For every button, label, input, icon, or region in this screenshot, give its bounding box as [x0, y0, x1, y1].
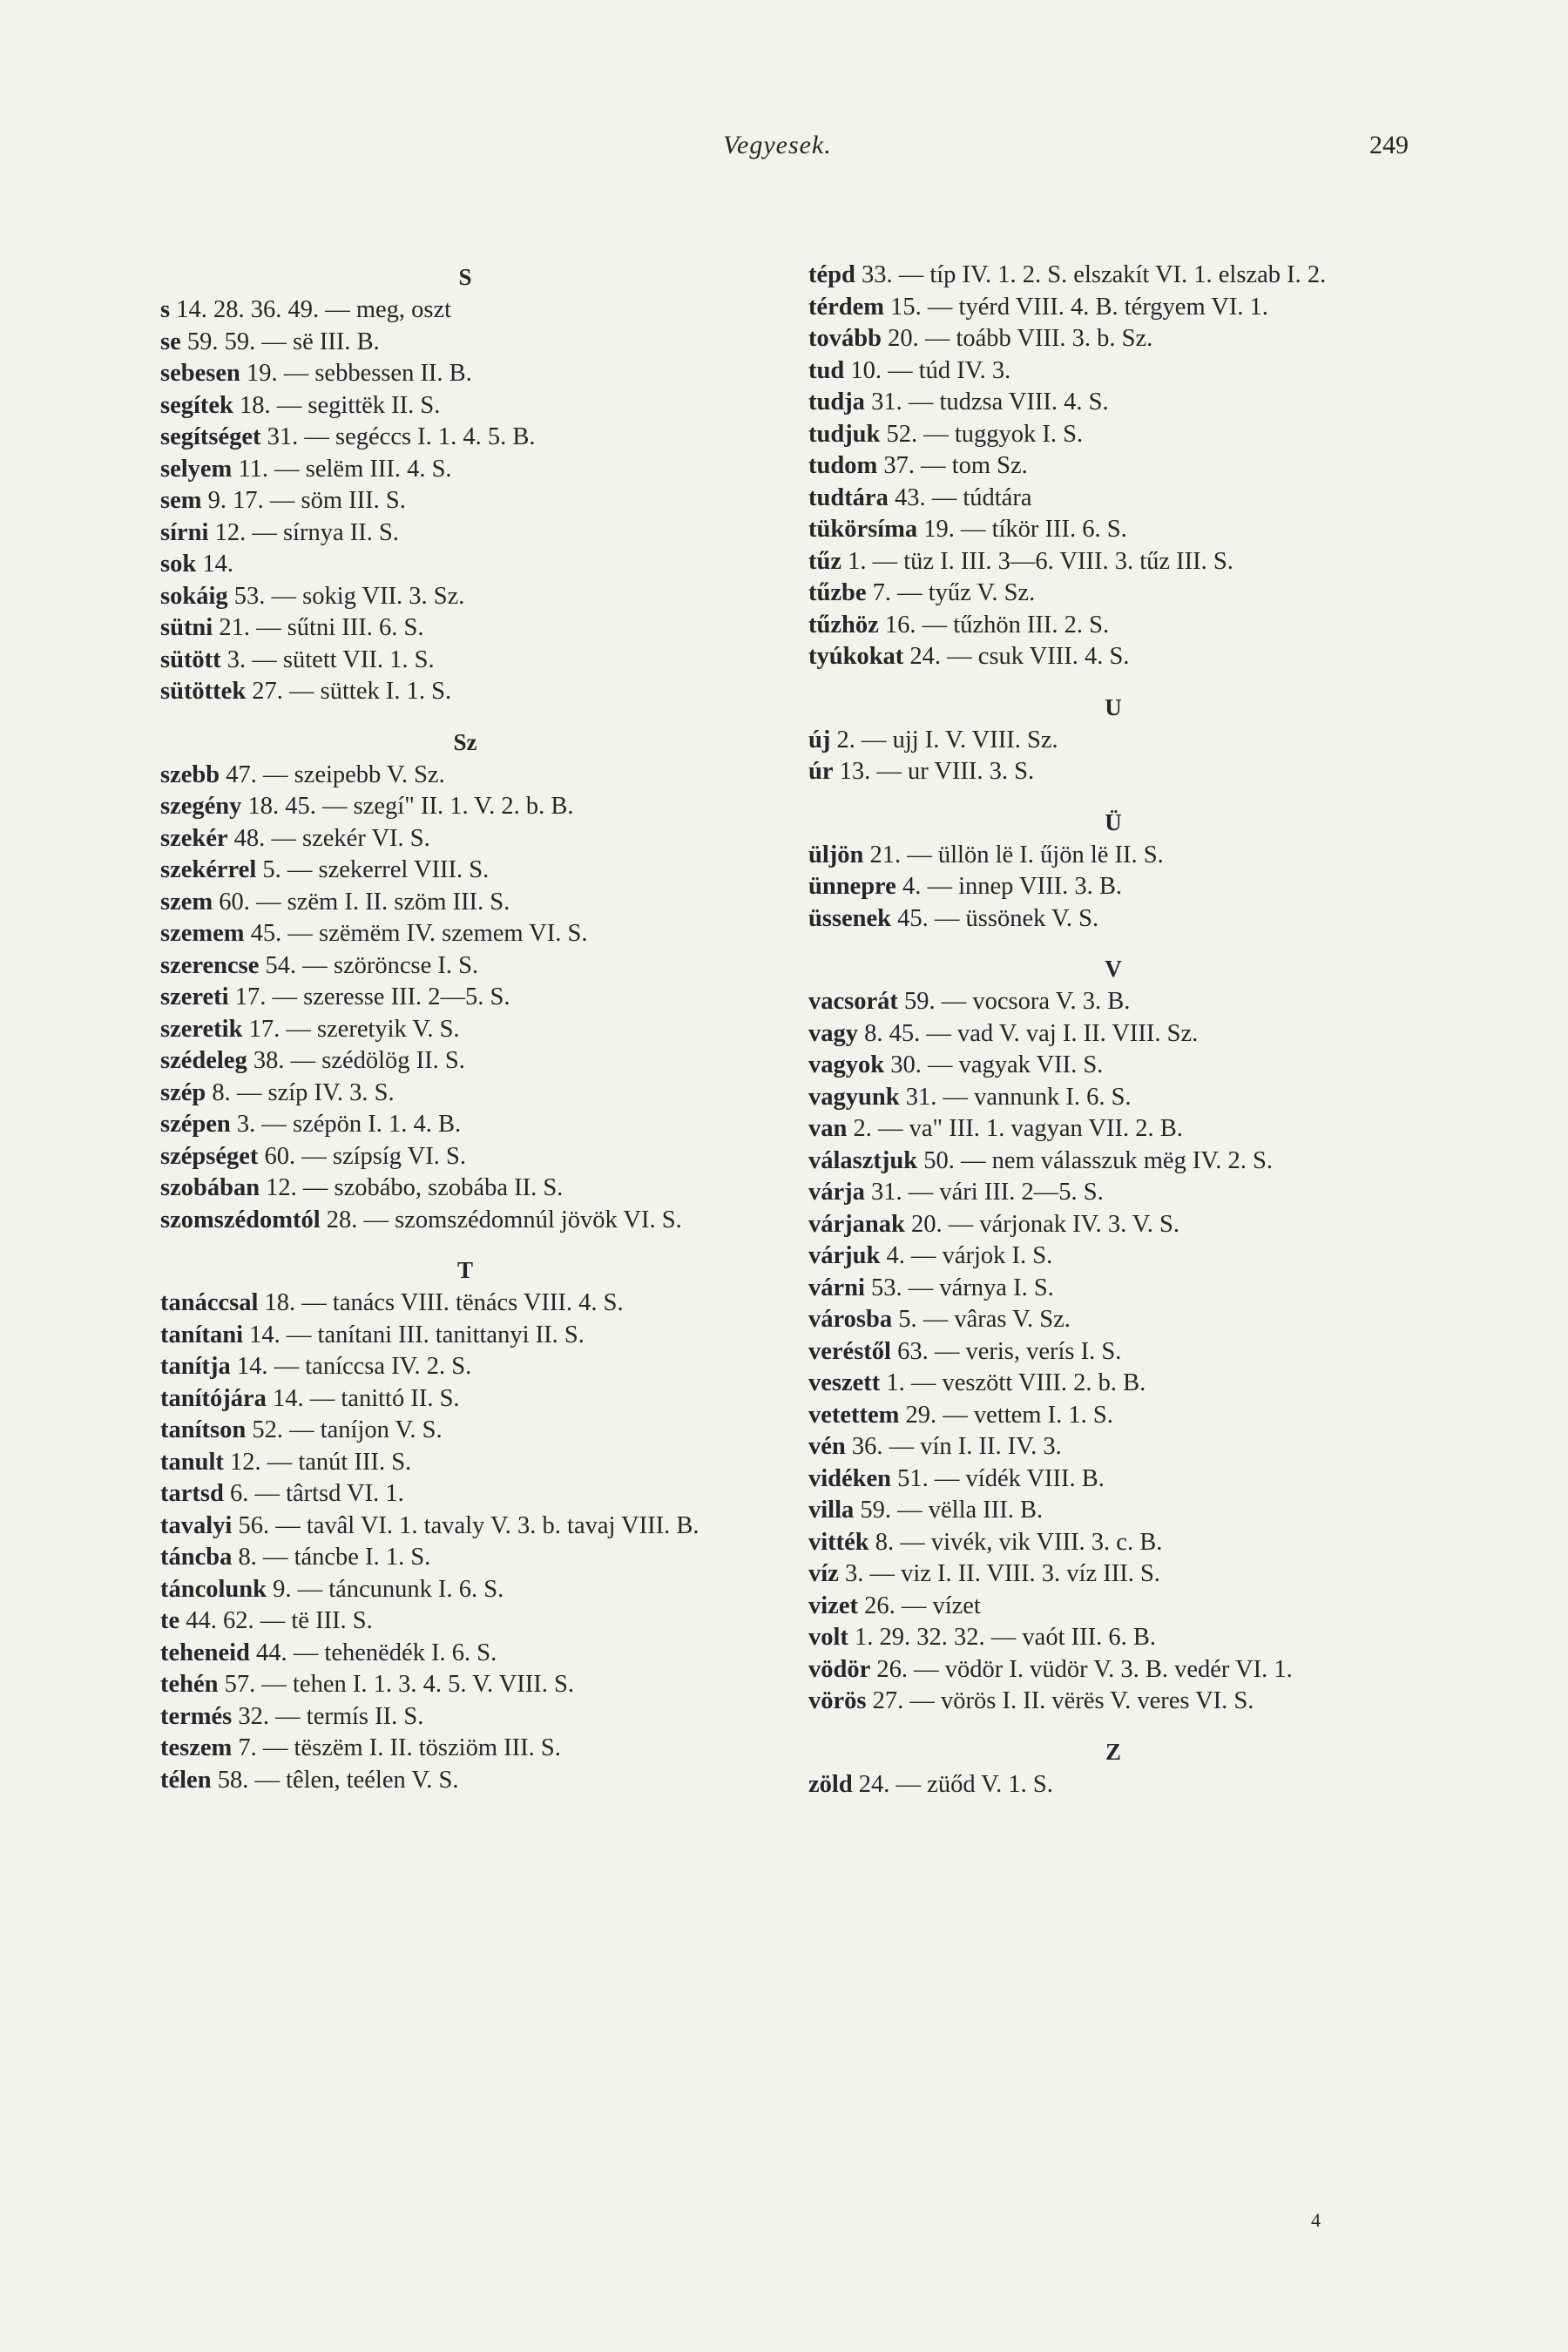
entry-text: 59. — vëlla III. B. — [854, 1497, 1044, 1524]
glossary-entry — [160, 760, 770, 792]
glossary-entry — [160, 918, 770, 950]
entry-text: 24. — züőd V. 1. S. — [852, 1770, 1053, 1798]
glossary-entry — [160, 950, 770, 983]
glossary-entry — [160, 1383, 770, 1416]
glossary-entry — [160, 294, 770, 327]
glossary-entry — [808, 1336, 1418, 1369]
section-heading: U — [1105, 693, 1122, 720]
glossary-entry — [160, 1511, 770, 1543]
entry-text: 21. — üllön lë I. űjön lë II. S. — [863, 841, 1164, 868]
entry-text: 3. — sütett VII. 1. S. — [220, 645, 435, 673]
entry-term: várjanak — [808, 1210, 905, 1238]
glossary-entry — [160, 612, 770, 645]
glossary-entry — [160, 1447, 770, 1479]
entry-term: villa — [808, 1497, 855, 1524]
entry-term: szobában — [160, 1174, 260, 1201]
glossary-entry — [808, 1146, 1418, 1178]
entry-term: szereti — [160, 983, 229, 1010]
glossary-entry — [808, 514, 1418, 546]
entry-text: 12. — szobábo, szobába II. S. — [260, 1174, 564, 1201]
section-gap — [808, 788, 1418, 805]
entry-text: 5. — vâras V. Sz. — [892, 1306, 1071, 1333]
entry-term: üssenek — [808, 904, 892, 932]
entry-text: 44. — tehenëdék I. 6. S. — [249, 1639, 497, 1666]
glossary-entry — [160, 791, 770, 823]
entry-text: 44. 62. — të III. S. — [179, 1607, 373, 1634]
entry-term: sok — [160, 551, 197, 578]
entry-text: 14. — tanítani III. tanittanyi II. S. — [243, 1321, 585, 1348]
glossary-entry — [808, 1431, 1418, 1463]
glossary-entry — [160, 1478, 770, 1511]
entry-text: 18. 45. — szegí" II. 1. V. 2. b. B. — [241, 793, 574, 820]
section-heading: V — [1105, 956, 1122, 982]
entry-text: 52. — taníjon V. S. — [246, 1416, 443, 1443]
entry-text: 13. — ur VIII. 3. S. — [833, 758, 1035, 785]
glossary-entry — [808, 1686, 1418, 1718]
section-gap — [808, 1718, 1418, 1734]
entry-text: 5. — szekerrel VIII. S. — [256, 856, 490, 883]
entry-term: szépséget — [160, 1142, 259, 1170]
glossary-entry — [808, 840, 1418, 872]
entry-term: szerencse — [160, 951, 260, 979]
entry-term: tűzhöz — [808, 611, 879, 639]
entry-term: szegény — [160, 793, 242, 820]
entry-text: 54. — szöröncse I. S. — [259, 951, 479, 979]
glossary-entry — [160, 390, 770, 422]
page-number: 249 — [1369, 131, 1409, 159]
entry-term: tanítja — [160, 1353, 231, 1380]
glossary-entry — [808, 641, 1418, 673]
entry-text: 9. 17. — söm III. S. — [201, 487, 406, 514]
glossary-entry — [160, 855, 770, 887]
entry-text: 12. — sírnya II. S. — [208, 518, 399, 546]
glossary-entry — [808, 1769, 1418, 1801]
entry-text: 8. — vivék, vik VIII. 3. c. B. — [868, 1528, 1163, 1556]
entry-text: 31. — segéccs I. 1. 4. 5. B. — [260, 423, 536, 450]
entry-text: 47. — szeipebb V. Sz. — [220, 760, 445, 788]
entry-text: 14. 28. 36. 49. — meg, oszt — [170, 296, 452, 323]
glossary-entry — [160, 982, 770, 1014]
entry-term: tud — [808, 356, 845, 384]
glossary-entry — [808, 610, 1418, 642]
entry-term: tűzbe — [808, 579, 867, 606]
entry-term: tudtára — [808, 483, 889, 511]
glossary-entry — [160, 1605, 770, 1638]
entry-text: 18. — tanács VIII. tënács VIII. 4. S. — [258, 1289, 624, 1316]
section-heading: Z — [1105, 1738, 1121, 1765]
entry-text: 45. — szëmëm IV. szemem VI. S. — [244, 920, 588, 947]
glossary-entry — [808, 1400, 1418, 1432]
entry-term: sütni — [160, 614, 213, 641]
entry-term: új — [808, 726, 831, 754]
entry-term: vidéken — [808, 1464, 892, 1492]
glossary-entry — [160, 1701, 770, 1734]
entry-text: 38. — szédölög II. S. — [247, 1047, 465, 1074]
entry-term: segítek — [160, 391, 233, 419]
entry-text: 3. — szépön I. 1. 4. B. — [230, 1111, 462, 1138]
entry-text: 3. — viz I. II. VIII. 3. víz III. S. — [838, 1560, 1160, 1587]
entry-text: 8. — szíp IV. 3. S. — [206, 1078, 395, 1106]
entry-text: 20. — várjonak IV. 3. V. S. — [904, 1210, 1179, 1238]
glossary-entry — [160, 823, 770, 855]
section-heading: T — [456, 1257, 473, 1283]
entry-text: 32. — termís II. S. — [232, 1702, 424, 1730]
glossary-entry — [160, 1078, 770, 1110]
entry-text: 59. — vocsora V. 3. B. — [897, 988, 1131, 1015]
glossary-entry — [160, 1351, 770, 1383]
entry-text: 18. — segittëk II. S. — [233, 391, 441, 419]
entry-term: várjuk — [808, 1242, 881, 1269]
entry-term: veréstől — [808, 1337, 891, 1365]
entry-term: sokáig — [160, 582, 228, 610]
entry-term: termés — [160, 1702, 233, 1730]
section-gap — [160, 708, 770, 725]
entry-text: 48. — szekér VI. S. — [227, 824, 430, 852]
entry-term: szédeleg — [160, 1047, 247, 1074]
glossary-entry — [160, 1415, 770, 1447]
entry-term: várja — [808, 1179, 865, 1206]
section-gap — [808, 673, 1418, 690]
entry-text: 52. — tuggyok I. S. — [880, 420, 1084, 448]
glossary-entry — [808, 419, 1418, 451]
entry-term: úr — [808, 758, 834, 785]
glossary-entry — [808, 1082, 1418, 1114]
entry-term: városba — [808, 1306, 893, 1333]
entry-term: teszem — [160, 1734, 233, 1761]
entry-term: térdem — [808, 293, 885, 321]
glossary-entry — [808, 323, 1418, 355]
entry-term: selyem — [160, 455, 233, 483]
entry-term: szomszédomtól — [160, 1206, 321, 1233]
entry-term: üljön — [808, 841, 864, 868]
entry-text: 60. — szëm I. II. szöm III. S. — [213, 888, 510, 916]
glossary-entry — [160, 1669, 770, 1701]
glossary-entry — [160, 1109, 770, 1141]
entry-term: tépd — [808, 261, 855, 288]
entry-term: tanítani — [160, 1321, 244, 1348]
glossary-entry — [808, 546, 1418, 578]
glossary-entry — [160, 1173, 770, 1205]
glossary-entry — [160, 549, 770, 581]
entry-term: s — [160, 296, 171, 323]
entry-term: zöld — [808, 1770, 853, 1798]
glossary-entry — [160, 1288, 770, 1320]
entry-term: vörös — [808, 1687, 867, 1714]
glossary-entry — [808, 1304, 1418, 1336]
entry-text: 1. — veszött VIII. 2. b. B. — [880, 1369, 1146, 1396]
entry-term: volt — [808, 1624, 848, 1651]
entry-text: 37. — tom Sz. — [877, 452, 1028, 479]
glossary-entry — [808, 986, 1418, 1018]
entry-text: 14. — taníccsa IV. 2. S. — [230, 1353, 472, 1380]
entry-text: 56. — tavâl VI. 1. tavaly V. 3. b. tavaj VIII. B. — [232, 1511, 700, 1539]
entry-text: 28. — szomszédomnúl jövök VI. S. — [320, 1206, 682, 1233]
glossary-entry — [160, 422, 770, 454]
glossary-entry — [808, 1654, 1418, 1686]
entry-text: 7. — tyűz V. Sz. — [866, 579, 1036, 606]
entry-text: 16. — tűzhön III. 2. S. — [878, 611, 1110, 639]
entry-text: 7. — tëszëm I. II. tösziöm III. S. — [232, 1734, 561, 1761]
entry-term: sírni — [160, 518, 209, 546]
entry-term: víz — [808, 1560, 839, 1587]
glossary-entry — [808, 1177, 1418, 1209]
entry-text: 1. — tüz I. III. 3—6. VIII. 3. tűz III. S. — [841, 547, 1233, 575]
entry-term: se — [160, 328, 181, 355]
entry-text: 27. — vörös I. II. vërës V. veres VI. S. — [866, 1687, 1254, 1714]
entry-text: 43. — túdtára — [888, 483, 1032, 511]
entry-term: te — [160, 1607, 180, 1634]
entry-term: vizet — [808, 1592, 858, 1619]
entry-term: szép — [160, 1078, 206, 1106]
section-heading: Ü — [1105, 808, 1122, 835]
entry-term: tudom — [808, 452, 878, 479]
entry-text: 12. — tanút III. S. — [223, 1448, 412, 1476]
entry-term: tanítson — [160, 1416, 247, 1443]
entry-text: 26. — vödör I. vüdör V. 3. B. vedér VI. 1. — [870, 1655, 1293, 1683]
entry-term: szépen — [160, 1111, 231, 1138]
entry-text: 2. — va" III. 1. vagyan VII. 2. B. — [847, 1115, 1183, 1142]
left-column — [160, 260, 770, 1796]
entry-text: 4. — várjok I. S. — [880, 1242, 1053, 1269]
glossary-entry — [808, 1495, 1418, 1527]
entry-term: segítséget — [160, 423, 261, 450]
entry-term: ünnepre — [808, 873, 896, 900]
glossary-entry — [808, 292, 1418, 324]
glossary-entry — [808, 756, 1418, 788]
glossary-entry — [160, 485, 770, 517]
entry-term: vén — [808, 1433, 846, 1460]
entry-text: 17. — szeretyik V. S. — [242, 1015, 460, 1043]
entry-term: szebb — [160, 760, 220, 788]
entry-term: tartsd — [160, 1480, 224, 1507]
glossary-entry — [808, 1463, 1418, 1496]
glossary-entry — [160, 1765, 770, 1797]
glossary-entry — [808, 1591, 1418, 1623]
entry-text: 60. — szípsíg VI. S. — [258, 1142, 466, 1170]
glossary-entry — [808, 1209, 1418, 1241]
entry-term: sem — [160, 487, 202, 514]
entry-term: vagyok — [808, 1051, 885, 1078]
glossary-entry — [160, 581, 770, 613]
entry-text: 8. — táncbe I. 1. S. — [232, 1544, 431, 1571]
glossary-entry — [160, 454, 770, 486]
entry-term: tudja — [808, 389, 865, 416]
signature-mark: 4 — [1311, 2209, 1321, 2231]
entry-text: 29. — vettem I. 1. S. — [899, 1401, 1113, 1429]
entry-term: tűz — [808, 547, 841, 575]
glossary-entry — [808, 1240, 1418, 1273]
glossary-entry — [808, 260, 1418, 292]
entry-text: 21. — sűtni III. 6. S. — [213, 614, 424, 641]
entry-term: van — [808, 1115, 848, 1142]
entry-term: vagy — [808, 1019, 858, 1047]
entry-text: 20. — toább VIII. 3. b. Sz. — [881, 325, 1153, 352]
entry-term: tyúkokat — [808, 643, 904, 670]
entry-text: 26. — vízet — [857, 1592, 981, 1619]
glossary-entry — [160, 676, 770, 708]
glossary-entry — [160, 358, 770, 390]
entry-text: 59. 59. — së III. B. — [180, 328, 380, 355]
entry-term: vitték — [808, 1528, 869, 1556]
entry-term: szeretik — [160, 1015, 243, 1043]
glossary-entry — [160, 1320, 770, 1352]
glossary-entry — [808, 1527, 1418, 1559]
entry-term: választjuk — [808, 1146, 918, 1174]
glossary-entry — [160, 1733, 770, 1765]
entry-text: 1. 29. 32. 32. — vaót III. 6. B. — [848, 1624, 1156, 1651]
entry-text: 30. — vagyak VII. S. — [884, 1051, 1104, 1078]
glossary-entry — [160, 1638, 770, 1670]
entry-term: tanult — [160, 1448, 224, 1476]
entry-text: 11. — selëm III. 4. S. — [232, 455, 452, 483]
glossary-entry — [160, 1141, 770, 1173]
entry-text: 19. — tíkör III. 6. S. — [917, 516, 1127, 543]
entry-term: szekérrel — [160, 856, 257, 883]
entry-term: télen — [160, 1766, 212, 1794]
glossary-entry — [160, 1574, 770, 1606]
entry-term: sütött — [160, 645, 221, 673]
glossary-entry — [808, 483, 1418, 515]
glossary-entry — [160, 1045, 770, 1078]
entry-term: szekér — [160, 824, 228, 852]
glossary-entry — [160, 517, 770, 550]
entry-term: tovább — [808, 325, 882, 352]
glossary-entry — [808, 578, 1418, 610]
entry-term: szem — [160, 888, 213, 916]
entry-text: 8. 45. — vad V. vaj I. II. VIII. Sz. — [858, 1019, 1199, 1047]
entry-text: 24. — csuk VIII. 4. S. — [903, 643, 1130, 670]
glossary-entry — [808, 871, 1418, 903]
entry-term: táncba — [160, 1544, 233, 1571]
section-heading: S — [458, 264, 472, 290]
section-gap — [808, 935, 1418, 951]
entry-text: 31. — vári III. 2—5. S. — [864, 1179, 1104, 1206]
entry-text: 31. — vannunk I. 6. S. — [899, 1083, 1132, 1111]
entry-text: 58. — têlen, teélen V. S. — [211, 1766, 459, 1794]
glossary-entry — [808, 1558, 1418, 1591]
entry-text: 14. — [196, 551, 233, 578]
entry-text: 45. — üssönek V. S. — [891, 904, 1099, 932]
entry-text: 19. — sebbessen II. B. — [240, 360, 472, 387]
entry-text: 4. — innep VIII. 3. B. — [896, 873, 1122, 900]
running-title: Vegyesek. — [723, 131, 832, 159]
glossary-entry — [160, 1542, 770, 1574]
glossary-entry — [160, 645, 770, 677]
entry-term: sütöttek — [160, 678, 247, 705]
entry-term: vagyunk — [808, 1083, 900, 1111]
entry-text: 31. — tudzsa VIII. 4. S. — [864, 389, 1109, 416]
entry-text: 53. — sokig VII. 3. Sz. — [227, 582, 465, 610]
section-gap — [160, 1236, 770, 1253]
entry-term: vetettem — [808, 1401, 900, 1429]
glossary-entry — [808, 450, 1418, 483]
glossary-entry — [160, 327, 770, 359]
entry-text: 53. — várnya I. S. — [864, 1274, 1054, 1301]
entry-term: tudjuk — [808, 420, 881, 448]
entry-term: vacsorát — [808, 988, 898, 1015]
entry-term: várni — [808, 1274, 865, 1301]
entry-text: 57. — tehen I. 1. 3. 4. 5. V. VIII. S. — [218, 1671, 574, 1698]
entry-term: tehén — [160, 1671, 219, 1698]
entry-term: sebesen — [160, 360, 240, 387]
entry-text: 15. — tyérd VIII. 4. B. térgyem VI. 1. — [884, 293, 1268, 321]
glossary-entry — [808, 387, 1418, 419]
glossary-entry — [160, 887, 770, 919]
entry-text: 50. — nem válasszuk mëg IV. 2. S. — [917, 1146, 1274, 1174]
running-head — [0, 131, 1568, 174]
entry-term: tükörsíma — [808, 516, 918, 543]
glossary-entry — [160, 1205, 770, 1237]
glossary-entry — [808, 1050, 1418, 1082]
entry-term: tavalyi — [160, 1511, 233, 1539]
entry-term: veszett — [808, 1369, 881, 1396]
glossary-entry — [808, 725, 1418, 757]
glossary-entry — [808, 1622, 1418, 1654]
entry-term: szemem — [160, 920, 245, 947]
entry-text: 63. — veris, verís I. S. — [890, 1337, 1122, 1365]
entry-text: 17. — szeresse III. 2—5. S. — [228, 983, 510, 1010]
entry-text: 10. — túd IV. 3. — [844, 356, 1011, 384]
entry-text: 6. — târtsd VI. 1. — [223, 1480, 404, 1507]
entry-text: 9. — táncununk I. 6. S. — [266, 1575, 504, 1603]
entry-text: 14. — tanittó II. S. — [266, 1384, 460, 1412]
entry-text: 51. — vídék VIII. B. — [891, 1464, 1105, 1492]
glossary-entry — [808, 1273, 1418, 1305]
entry-term: táncolunk — [160, 1575, 267, 1603]
glossary-entry — [808, 903, 1418, 936]
entry-term: tanítójára — [160, 1384, 267, 1412]
section-heading: Sz — [453, 728, 477, 755]
glossary-entry — [808, 1368, 1418, 1400]
entry-text: 2. — ujj I. V. VIII. Sz. — [830, 726, 1058, 754]
glossary-entry — [808, 355, 1418, 388]
right-column — [808, 260, 1418, 1801]
entry-text: 33. — típ IV. 1. 2. S. elszakít VI. 1. elszab I. 2. — [855, 261, 1327, 288]
entry-term: teheneid — [160, 1639, 250, 1666]
glossary-entry — [160, 1014, 770, 1046]
glossary-entry — [808, 1113, 1418, 1146]
entry-term: vödör — [808, 1655, 871, 1683]
entry-text: 36. — vín I. II. IV. 3. — [845, 1433, 1062, 1460]
glossary-entry — [808, 1018, 1418, 1051]
entry-term: tanáccsal — [160, 1289, 259, 1316]
entry-text: 27. — süttek I. 1. S. — [246, 678, 452, 705]
